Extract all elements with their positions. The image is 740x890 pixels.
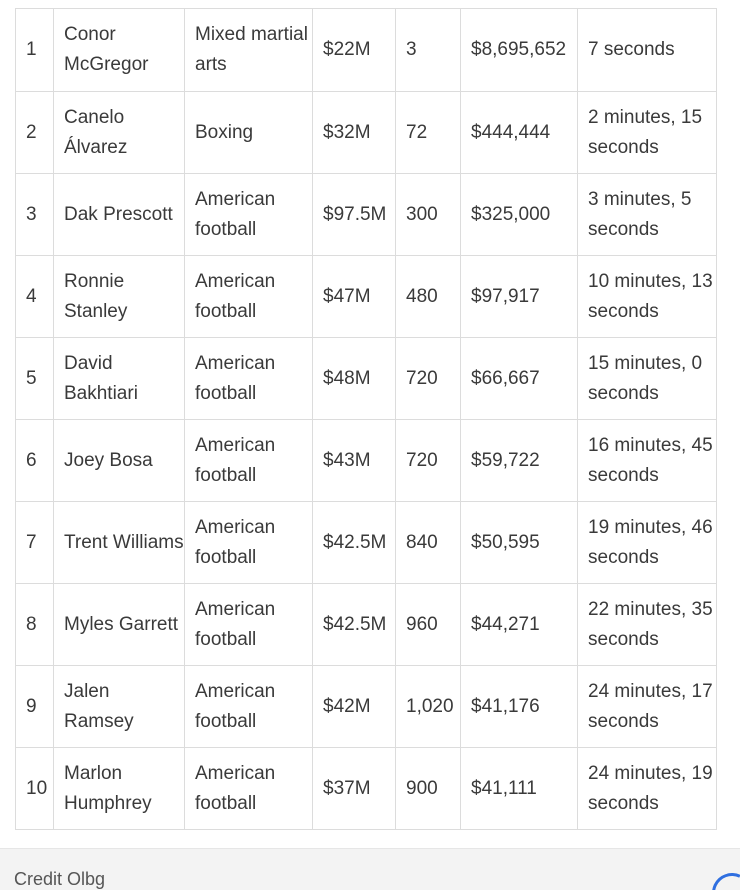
time-cell: 15 minutes, 0 seconds: [578, 338, 717, 420]
sport-cell: American football: [185, 584, 313, 666]
rank-cell: 7: [16, 502, 54, 584]
earnings-cell: $37M: [313, 748, 396, 830]
sport-cell: American football: [185, 502, 313, 584]
athlete-cell: David Bakhtiari: [54, 338, 185, 420]
per-unit-cell: $44,271: [461, 584, 578, 666]
time-cell: 22 minutes, 35 seconds: [578, 584, 717, 666]
time-cell: 24 minutes, 17 seconds: [578, 666, 717, 748]
per-unit-cell: $41,111: [461, 748, 578, 830]
sport-cell: American football: [185, 338, 313, 420]
earnings-cell: $48M: [313, 338, 396, 420]
loading-spinner-icon: [706, 867, 740, 890]
table-row: [16, 256, 717, 338]
rank-cell: 8: [16, 584, 54, 666]
sport-cell: American football: [185, 174, 313, 256]
earnings-cell: $22M: [313, 9, 396, 92]
sport-cell: American football: [185, 256, 313, 338]
athlete-cell: Conor McGregor: [54, 9, 185, 92]
per-unit-cell: $41,176: [461, 666, 578, 748]
athlete-cell: Dak Prescott: [54, 174, 185, 256]
count-cell: 3: [396, 9, 461, 92]
table-row: [16, 338, 717, 420]
earnings-cell: $97.5M: [313, 174, 396, 256]
per-unit-cell: $8,695,652: [461, 9, 578, 92]
table-row: [16, 666, 717, 748]
count-cell: 840: [396, 502, 461, 584]
time-cell: 16 minutes, 45 seconds: [578, 420, 717, 502]
rank-cell: 4: [16, 256, 54, 338]
time-cell: 3 minutes, 5 seconds: [578, 174, 717, 256]
earnings-cell: $43M: [313, 420, 396, 502]
per-unit-cell: $59,722: [461, 420, 578, 502]
time-cell: 10 minutes, 13 seconds: [578, 256, 717, 338]
athlete-cell: Marlon Humphrey: [54, 748, 185, 830]
table-row: [16, 92, 717, 174]
per-unit-cell: $325,000: [461, 174, 578, 256]
sport-cell: American football: [185, 420, 313, 502]
athlete-cell: Ronnie Stanley: [54, 256, 185, 338]
time-cell: 7 seconds: [578, 9, 717, 92]
time-cell: 19 minutes, 46 seconds: [578, 502, 717, 584]
rank-cell: 10: [16, 748, 54, 830]
earnings-cell: $32M: [313, 92, 396, 174]
earnings-cell: $42.5M: [313, 502, 396, 584]
table-row: [16, 174, 717, 256]
sport-cell: American football: [185, 666, 313, 748]
earnings-cell: $42.5M: [313, 584, 396, 666]
sport-cell: American football: [185, 748, 313, 830]
count-cell: 720: [396, 338, 461, 420]
per-unit-cell: $97,917: [461, 256, 578, 338]
per-unit-cell: $66,667: [461, 338, 578, 420]
rank-cell: 6: [16, 420, 54, 502]
count-cell: 900: [396, 748, 461, 830]
earnings-table: [15, 8, 717, 830]
table-row: [16, 9, 717, 92]
caption-bar: [0, 848, 740, 890]
sport-cell: Boxing: [185, 92, 313, 174]
count-cell: 960: [396, 584, 461, 666]
earnings-cell: $42M: [313, 666, 396, 748]
rank-cell: 1: [16, 9, 54, 92]
athlete-cell: Joey Bosa: [54, 420, 185, 502]
rank-cell: 3: [16, 174, 54, 256]
earnings-cell: $47M: [313, 256, 396, 338]
per-unit-cell: $444,444: [461, 92, 578, 174]
rank-cell: 9: [16, 666, 54, 748]
table-row: [16, 420, 717, 502]
count-cell: 1,020: [396, 666, 461, 748]
table-row: [16, 584, 717, 666]
rank-cell: 5: [16, 338, 54, 420]
sport-cell: Mixed martial arts: [185, 9, 313, 92]
table-row: [16, 502, 717, 584]
athlete-cell: Jalen Ramsey: [54, 666, 185, 748]
athlete-cell: Canelo Álvarez: [54, 92, 185, 174]
time-cell: 24 minutes, 19 seconds: [578, 748, 717, 830]
table-row: [16, 748, 717, 830]
count-cell: 300: [396, 174, 461, 256]
athlete-cell: Trent Williams: [54, 502, 185, 584]
count-cell: 480: [396, 256, 461, 338]
time-cell: 2 minutes, 15 seconds: [578, 92, 717, 174]
count-cell: 72: [396, 92, 461, 174]
rank-cell: 2: [16, 92, 54, 174]
count-cell: 720: [396, 420, 461, 502]
athlete-cell: Myles Garrett: [54, 584, 185, 666]
per-unit-cell: $50,595: [461, 502, 578, 584]
image-credit: Credit Olbg: [14, 869, 106, 889]
